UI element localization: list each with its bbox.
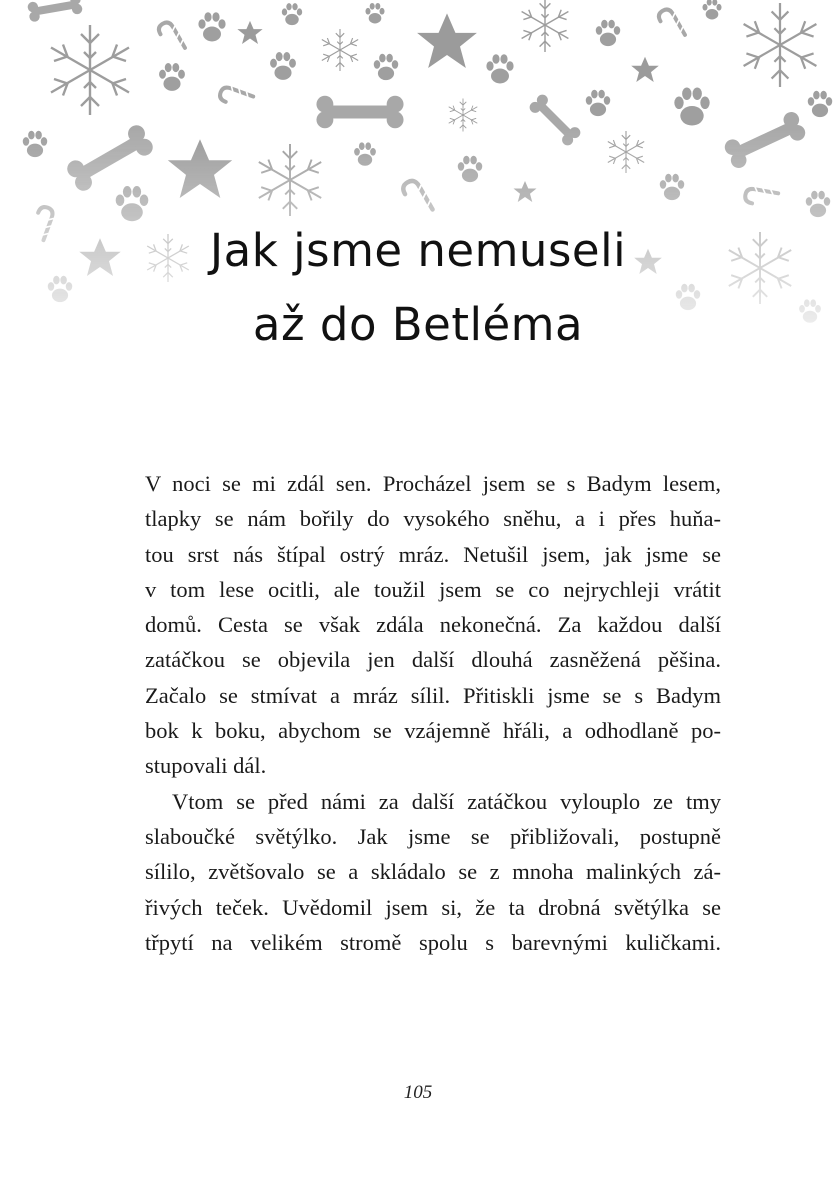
- text-line: stupovali dál.: [145, 753, 267, 779]
- text-line: V noci se mi zdál sen. Procházel jsem se s Badym lesem,: [145, 471, 721, 496]
- paragraph: [145, 784, 721, 960]
- text-line: tlapky se nám bořily do vysokého sněhu, a i přes huňa-: [145, 506, 721, 532]
- text-line: tou srst nás štípal ostrý mráz. Netušil jsem, jak jsme se: [145, 541, 721, 567]
- text-line: slaboučké světýlko. Jak jsme se přibližovali, postupně: [145, 823, 721, 849]
- text-line: Vtom se před námi za další zatáčkou vylouplo ze tmy: [172, 788, 721, 814]
- text-line: v tom lese ocitli, ale toužil jsem se co nejrychleji vrátit: [145, 576, 721, 602]
- text-line: zatáčkou se objevila jen další dlouhá zasněžená pěšina.: [145, 647, 721, 673]
- text-line: sílilo, zvětšovalo se a skládalo se z mnoha malinkých zá-: [145, 859, 721, 885]
- text-line: řivých teček. Uvědomil jsem si, že ta drobná světýlka se: [145, 894, 721, 920]
- text-line: Začalo se stmívat a mráz sílil. Přitiskli jsme se s Badym: [145, 682, 721, 708]
- text-line: bok k boku, abychom se vzájemně hřáli, a odhodlaně po-: [145, 718, 721, 744]
- page-number: 105: [403, 1082, 433, 1103]
- paragraph: [145, 466, 721, 784]
- text-line: domů. Cesta se však zdála nekonečná. Za každou další: [145, 612, 721, 638]
- chapter-title-line-1: Jak jsme nemuseli: [209, 224, 627, 277]
- text-line: třpytí na velikém stromě spolu s barevnými kuličkami.: [145, 929, 721, 955]
- chapter-title-line-2: až do Betléma: [252, 298, 584, 351]
- chapter-body-text: [145, 466, 721, 960]
